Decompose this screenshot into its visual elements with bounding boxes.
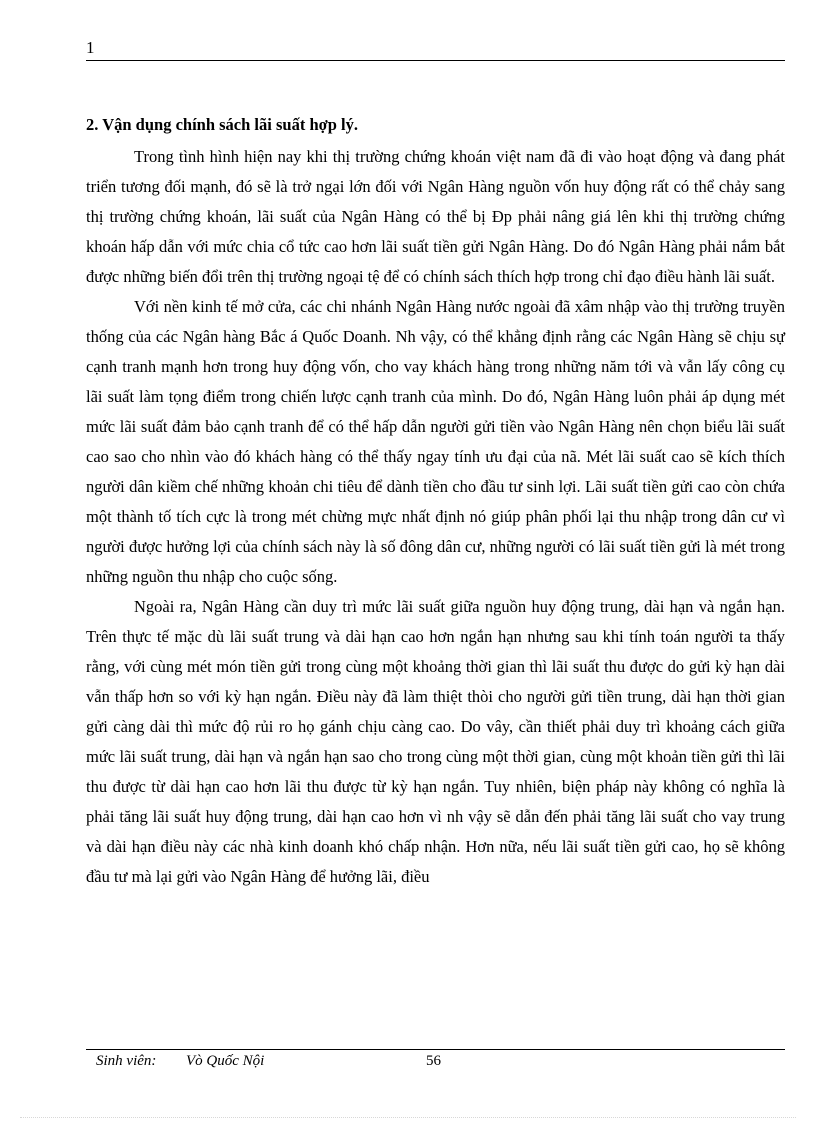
paragraph: Trong tình hình hiện nay khi thị trường chứng khoán việt nam đã đi vào hoạt động và đang phát triển tương đối mạnh, đó sẽ là trở ngại lớn đối với Ngân Hàng nguồn vốn huy động rất có thể chảy sang thị trường chứng khoán, lãi suất của Ngân Hàng có thể bị Đp phải nâng giá lên khi thị trường chứng khoán hấp dẫn với mức chia cổ tức cao hơn lãi suất tiền gửi Ngân Hàng. Do đó Ngân Hàng phải nắm bắt được những biến đổi trên thị trường ngoại tệ để có chính sách thích hợp trong chỉ đạo điều hành lãi suất.: [86, 147, 785, 286]
footer-divider: [86, 1049, 785, 1050]
footer-student-label: Sinh viên:: [96, 1053, 157, 1069]
paragraph: Ngoài ra, Ngân Hàng cần duy trì mức lãi suất giữa nguồn huy động trung, dài hạn và ngắn hạn. Trên thực tế mặc dù lãi suất trung và dài hạn cao hơn ngắn hạn nhưng sau khi tính toán người ta thấy rằng, với cùng mét món tiền gửi trong cùng một khoảng thời gian thì lãi suất thu được do gửi kỳ hạn dài vẫn thấp hơn so với kỳ hạn ngắn. Điều này đã làm thiệt thòi cho người gửi tiền trung, dài hạn thời gian gửi càng dài thì mức độ rủi ro họ gánh chịu càng cao. Do vây, cần thiết phải duy trì khoảng cách giữa mức lãi suất trung, dài hạn và ngắn hạn sao cho trong cùng một thời gian, cùng một khoản tiền gửi thì lãi thu được từ dài hạn cao hơn lãi thu được từ kỳ hạn ngắn. Tuy nhiên, biện pháp này không có nghĩa là phải tăng lãi suất huy động trung, dài hạn cao hơn vì nh vậy sẽ dẫn đến phải tăng lãi suất cho vay trung và dài hạn điều này các nhà kinh doanh khó chấp nhận. Hơn nữa, nếu lãi suất tiền gửi cao, họ sẽ không đầu tư mà lại gửi vào Ngân Hàng để hưởng lãi, điều: [86, 597, 785, 886]
paragraph: Với nền kinh tế mở cửa, các chi nhánh Ngân Hàng nước ngoài đã xâm nhập vào thị trường truyền thống của các Ngân hàng Bắc á Quốc Doanh. Nh vậy, có thể khẳng định rằng các Ngân Hàng sẽ chịu sự cạnh tranh mạnh hơn trong huy động vốn, cho vay khách hàng trong những năm tới và vẫn lấy công cụ lãi suất làm tọng điểm trong chiến lược cạnh tranh của mình. Do đó, Ngân Hàng luôn phải áp dụng mét mức lãi suất đảm bảo cạnh tranh để có thể hấp dẫn người gửi tiền vào Ngân Hàng nên chọn biểu lãi suất cao sao cho nhìn vào đó khách hàng có thể thấy ngay tính ưu đại của nã. Mét lãi suất cao sẽ kích thích người dân kiềm chế những khoản chi tiêu để dành tiền cho đầu tư sinh lợi. Lãi suất tiền gửi cao còn chứa một thành tố tích cực là trong mét chừng mực nhất định nó giúp phân phối lại thu nhập trong dân cư vì người được hưởng lợi của chính sách này là số đông dân cư, những người có lãi suất tiền gửi là mét trong những nguồn thu nhập cho cuộc sống.: [86, 297, 785, 586]
header-page-number: 1: [86, 38, 95, 57]
footer-student-name: Vò Quốc Nội: [186, 1053, 265, 1069]
page-header: [86, 38, 785, 61]
document-body: [86, 110, 785, 892]
section-heading: 2. Vận dụng chính sách lãi suất hợp lý.: [86, 115, 359, 134]
page-bottom-border: [20, 1117, 796, 1118]
page-footer: [96, 1053, 785, 1073]
footer-page-number: 56: [426, 1053, 441, 1069]
